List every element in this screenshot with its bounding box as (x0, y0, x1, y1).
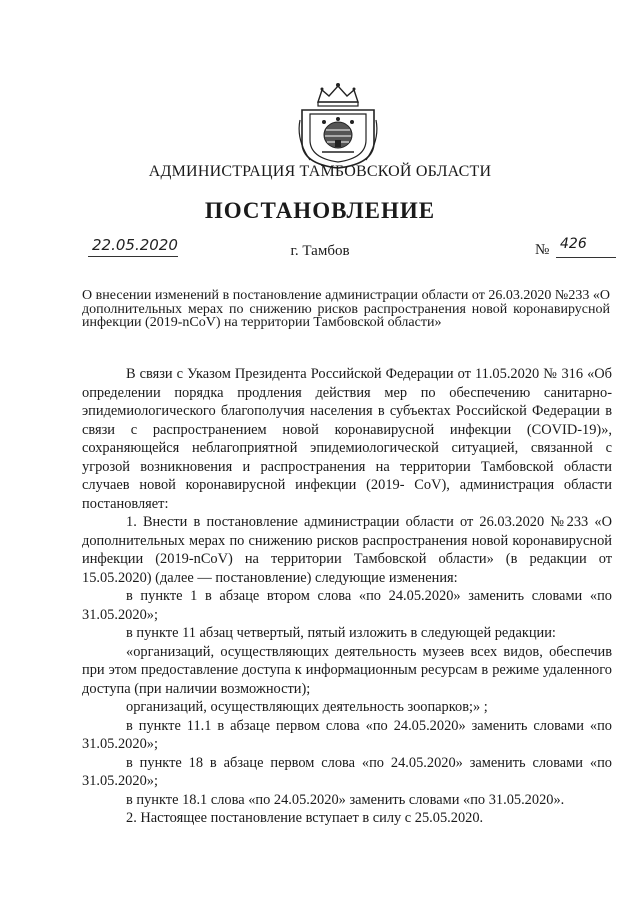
document-body (82, 365, 612, 828)
body-paragraph: в пункте 11 абзац четвертый, пятый изложить в следующей редакции: (126, 625, 556, 641)
document-type-title: ПОСТАНОВЛЕНИЕ (204, 198, 436, 223)
document-city: г. Тамбов (290, 243, 350, 259)
coat-of-arms-emblem (296, 80, 380, 170)
body-paragraph: 2. Настоящее постановление вступает в силу с 25.05.2020. (126, 810, 484, 826)
body-paragraph: «организаций, осуществляющих деятельность музеев всех видов, обеспечив при этом предоставление доступа к информационным ресурсам в режиме удаленного доступа (при наличии возможности); (82, 643, 612, 697)
body-paragraph: В связи с Указом Президента Российской Федерации от 11.05.2020 № 316 «Об определении порядка продления действия мер по обеспечению санитарно-эпидемиологического благополучия населения в субъектах Российской Федерации в связи с распространением новой коронавирусной инфекции (COVID-19)», сохраняющейся неблагоприятной эпидемиологической ситуацией, связанной с угрозой возникновения и распространения на территории Тамбовской области случаев новой коронавирусной инфекции (2019- CoV), администрация области постановляет: (82, 366, 612, 512)
document-subject: О внесении изменений в постановление администрации области от 26.03.2020 №233 «О дополнительных мерах по снижению рисков распространения новой коронавирусной инфекции (2019-nCoV) на территории Тамбовской области» (82, 288, 610, 330)
body-paragraph: в пункте 1 в абзаце втором слова «по 24.05.2020» заменить словами «по 31.05.2020»; (82, 588, 612, 623)
number-prefix: № (535, 242, 550, 258)
body-paragraph: 1. Внести в постановление администрации области от 26.03.2020 №233 «О дополнительных мерах по снижению рисков распространения новой коронавирусной инфекции (2019-nCoV) на территории Тамбовской области» (в редакции от 15.05.2020) (далее — постановление) следующие изменения: (82, 514, 612, 586)
organization-name: АДМИНИСТРАЦИЯ ТАМБОВСКОЙ ОБЛАСТИ (148, 163, 492, 180)
document-date: 22.05.2020 (92, 236, 178, 254)
body-paragraph: организаций, осуществляющих деятельность зоопарков;» ; (126, 699, 488, 715)
document-number: 426 (560, 236, 587, 252)
body-paragraph: в пункте 11.1 в абзаце первом слова «по 24.05.2020» заменить словами «по 31.05.2020»; (82, 717, 612, 752)
number-underline (556, 257, 616, 258)
body-paragraph: в пункте 18.1 слова «по 24.05.2020» заменить словами «по 31.05.2020». (126, 791, 565, 808)
body-paragraph: в пункте 18 в абзаце первом слова «по 24.05.2020» заменить словами «по 31.05.2020»; (82, 754, 612, 789)
